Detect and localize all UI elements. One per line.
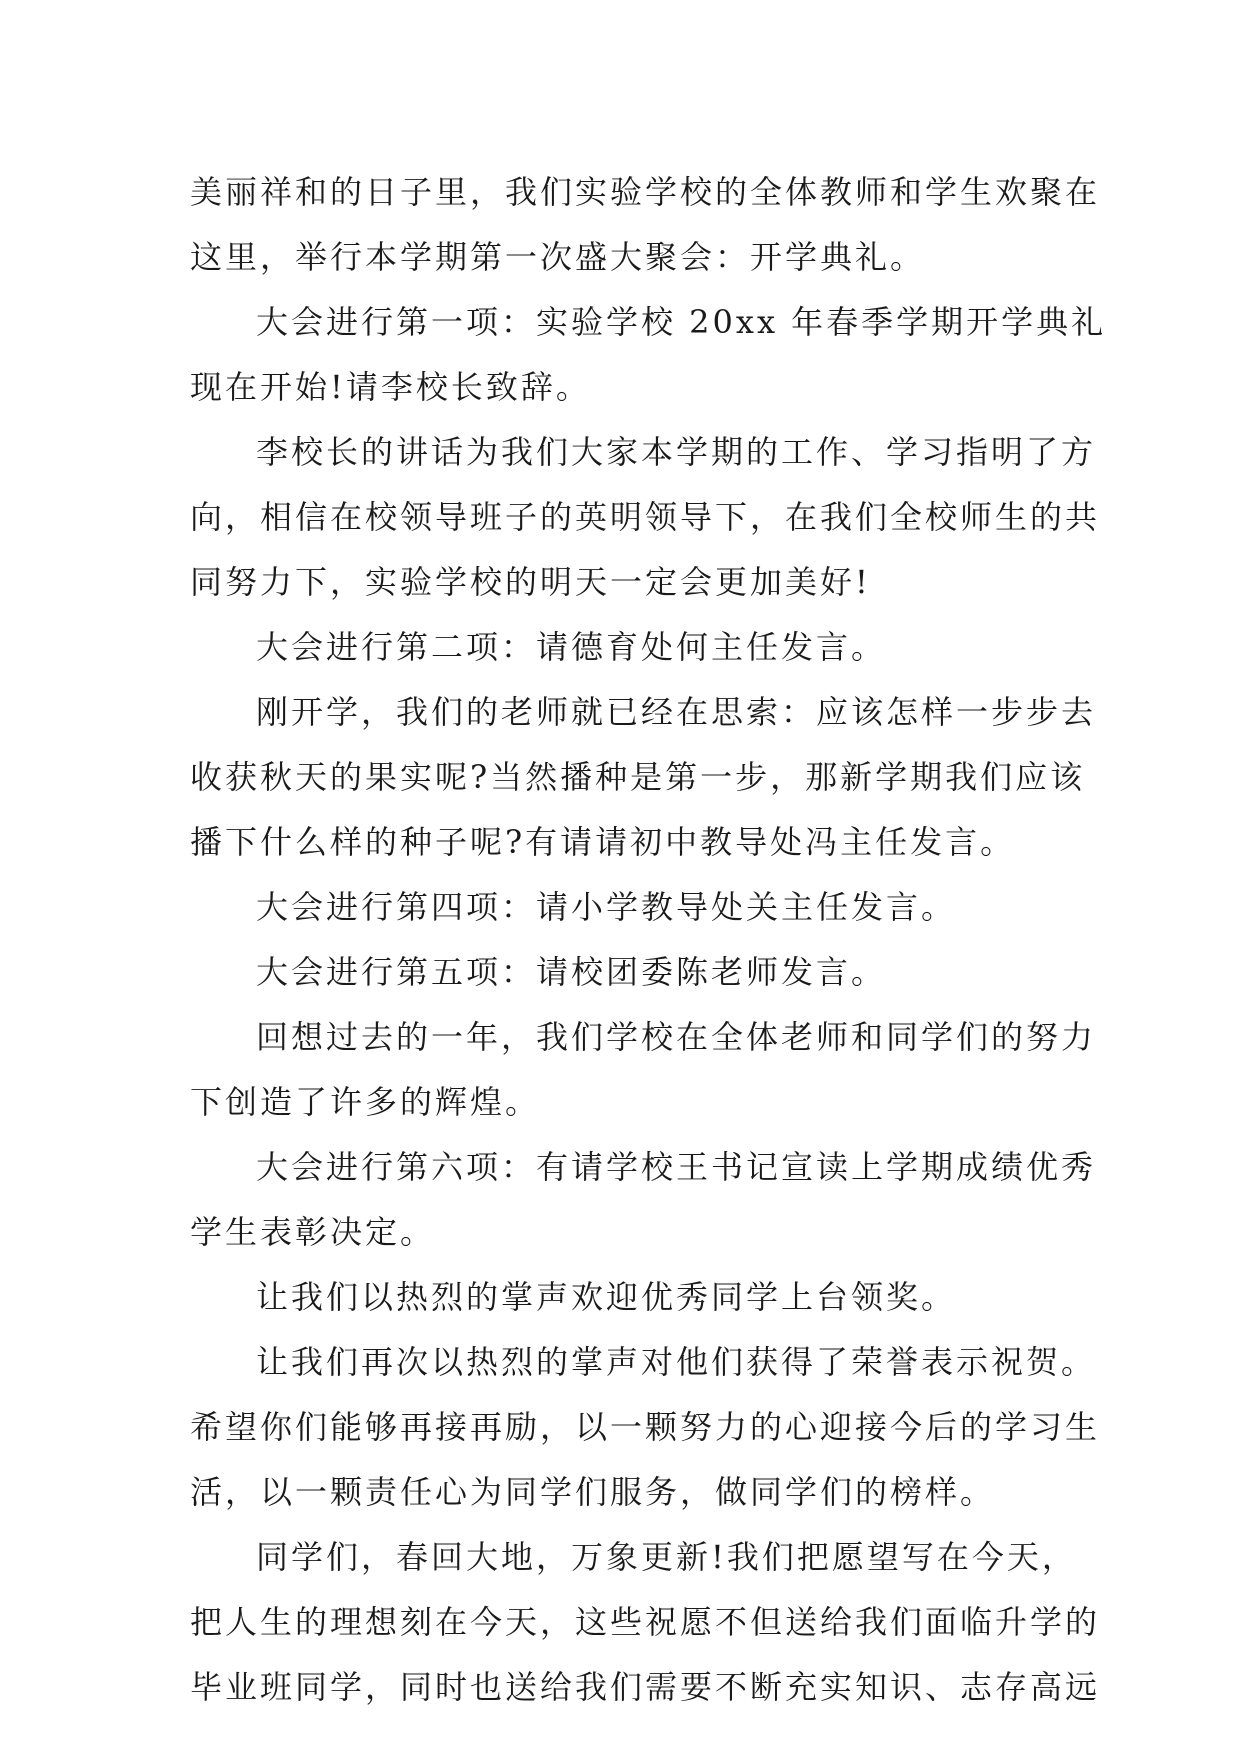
text-line: 播下什么样的种子呢?有请请初中教导处冯主任发言。 — [190, 823, 1016, 861]
document-body — [190, 160, 1107, 1720]
text-line: 大会进行第五项：请校团委陈老师发言。 — [256, 953, 887, 991]
text-line: 同学们，春回大地，万象更新!我们把愿望写在今天， — [256, 1538, 1077, 1576]
text-line: 收获秋天的果实呢?当然播种是第一步，那新学期我们应该 — [190, 758, 1086, 796]
text-line: 同努力下，实验学校的明天一定会更加美好! — [190, 563, 871, 601]
text-line: 向，相信在校领导班子的英明领导下，在我们全校师生的共 — [190, 498, 1101, 536]
text-line: 这里，举行本学期第一次盛大聚会：开学典礼。 — [190, 238, 926, 276]
text-line: 刚开学，我们的老师就已经在思索：应该怎样一步步去 — [256, 693, 1097, 731]
text-line: 大会进行第四项：请小学教导处关主任发言。 — [256, 888, 957, 926]
text-line: 李校长的讲话为我们大家本学期的工作、学习指明了方 — [256, 433, 1097, 471]
text-line: 让我们以热烈的掌声欢迎优秀同学上台领奖。 — [256, 1278, 957, 1316]
text-line: 学生表彰决定。 — [190, 1213, 436, 1251]
text-line: 大会进行第一项：实验学校 20xx 年春季学期开学典礼 — [256, 303, 1107, 341]
text-line: 大会进行第二项：请德育处何主任发言。 — [256, 628, 887, 666]
text-line: 现在开始!请李校长致辞。 — [190, 368, 591, 406]
text-line: 毕业班同学，同时也送给我们需要不断充实知识、志存高远 — [190, 1668, 1101, 1706]
text-line: 下创造了许多的辉煌。 — [190, 1083, 541, 1121]
text-line: 美丽祥和的日子里，我们实验学校的全体教师和学生欢聚在 — [190, 173, 1101, 211]
text-line: 希望你们能够再接再励，以一颗努力的心迎接今后的学习生 — [190, 1408, 1101, 1446]
text-line: 活，以一颗责任心为同学们服务，做同学们的榜样。 — [190, 1473, 996, 1511]
text-line: 让我们再次以热烈的掌声对他们获得了荣誉表示祝贺。 — [256, 1343, 1097, 1381]
text-line: 回想过去的一年，我们学校在全体老师和同学们的努力 — [256, 1018, 1097, 1056]
text-line: 大会进行第六项：有请学校王书记宣读上学期成绩优秀 — [256, 1148, 1097, 1186]
text-line: 把人生的理想刻在今天，这些祝愿不但送给我们面临升学的 — [190, 1603, 1101, 1641]
